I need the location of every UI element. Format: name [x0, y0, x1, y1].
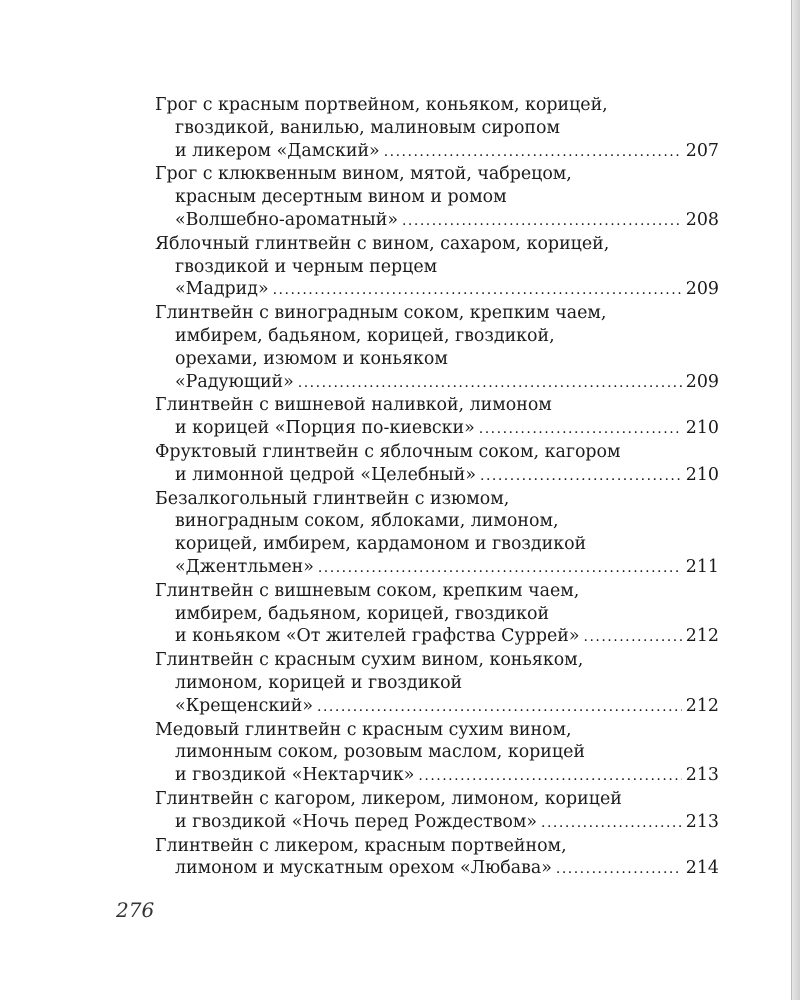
dot-leader	[317, 696, 682, 719]
toc-entry-title-line: Глинтвейн с кагором, ликером, лимоном, корицей	[155, 788, 622, 809]
toc-entry-last-line	[155, 625, 719, 649]
toc-entry-title-line: и коньяком «От жителей графства Суррей»	[175, 626, 580, 647]
toc-entry-title-line: гвоздикой, ванилью, малиновым сиропом	[175, 117, 560, 138]
toc-entry-title-line: Глинтвейн с вишневым соком, крепким чаем,	[155, 580, 580, 601]
dot-leader	[402, 210, 682, 233]
toc-entry-page: 209	[685, 371, 719, 392]
toc-entry-page: 212	[685, 626, 719, 647]
toc-entry-last-line	[155, 764, 719, 788]
toc-entry-title-line: Фруктовый глинтвейн с яблочным соком, кагором	[155, 441, 621, 462]
toc-entry-last-line	[155, 811, 719, 835]
toc-entry-last-line	[155, 464, 719, 488]
dot-leader	[541, 812, 682, 835]
page-number: 276	[116, 898, 155, 922]
toc-entry-title-line: виноградным соком, яблоками, лимоном,	[175, 511, 559, 532]
toc-entry-page: 214	[685, 858, 719, 879]
toc-entry-last-line	[155, 371, 719, 395]
toc-entry-title-line: имбирем, бадьяном, корицей, гвоздикой	[175, 603, 550, 624]
toc-entry-page: 212	[685, 695, 719, 716]
page-edge	[791, 0, 800, 1000]
toc-entry-title-line: Глинтвейн с виноградным соком, крепким чаем,	[155, 303, 607, 324]
toc-entry-title-line: Яблочный глинтвейн с вином, сахаром, корицей,	[155, 233, 610, 254]
toc-entry[interactable]	[155, 163, 719, 232]
toc-entry-title-line: Глинтвейн с вишневой наливкой, лимоном	[155, 395, 552, 416]
toc-entry[interactable]	[155, 94, 719, 163]
toc-entry[interactable]	[155, 441, 719, 488]
toc-entry-title-line: «Мадрид»	[175, 279, 269, 300]
toc-entry-page: 208	[685, 209, 719, 230]
dot-leader	[384, 141, 682, 164]
toc-entry[interactable]	[155, 394, 719, 441]
dot-leader	[318, 557, 682, 580]
toc-entry-title-line: Медовый глинтвейн с красным сухим вином,	[155, 719, 572, 740]
toc-entry-last-line	[155, 695, 719, 719]
toc-entry-page: 213	[685, 765, 719, 786]
toc-entry-page: 211	[685, 556, 719, 577]
toc-entry-title-line: лимоном, корицей и гвоздикой	[175, 672, 463, 693]
toc-entry-title-line: и гвоздикой «Ночь перед Рождеством»	[175, 811, 538, 832]
toc-entry[interactable]	[155, 788, 719, 835]
toc-entry-page: 210	[685, 464, 719, 485]
toc-entry[interactable]	[155, 719, 719, 788]
toc-entry-page: 209	[685, 279, 719, 300]
toc-entry-title-line: Грог с красным портвейном, коньяком, корицей,	[155, 95, 608, 115]
toc-entry-title-line: красным десертным вином и ромом	[175, 187, 507, 208]
toc-entry-title-line: имбирем, бадьяном, корицей, гвоздикой,	[175, 325, 555, 346]
toc-entry-title-line: «Джентльмен»	[175, 556, 314, 577]
toc-entry-title-line: Грог с клюквенным вином, мятой, чабрецом,	[155, 164, 572, 185]
table-of-contents	[155, 94, 719, 881]
dot-leader	[479, 418, 682, 441]
dot-leader	[298, 372, 682, 395]
dot-leader	[273, 279, 682, 302]
toc-entry-title-line: корицей, имбирем, кардамоном и гвоздикой	[175, 534, 587, 555]
toc-entry-page: 213	[685, 811, 719, 832]
toc-entry[interactable]	[155, 488, 719, 580]
toc-entry-title-line: «Радующий»	[175, 371, 294, 392]
toc-entry-title-line: лимоном и мускатным орехом «Любава»	[175, 858, 552, 879]
toc-entry[interactable]	[155, 649, 719, 718]
toc-entry-title-line: Глинтвейн с красным сухим вином, коньяком,	[155, 650, 584, 671]
toc-entry[interactable]	[155, 233, 719, 302]
toc-entry-title-line: «Крещенский»	[175, 695, 314, 716]
toc-entry-title-line: и гвоздикой «Нектарчик»	[175, 765, 415, 786]
dot-leader	[556, 858, 682, 881]
toc-entry-last-line	[155, 857, 719, 881]
toc-entry-title-line: и ликером «Дамский»	[175, 140, 380, 161]
toc-entry[interactable]	[155, 835, 719, 882]
toc-entry-last-line	[155, 140, 719, 164]
toc-entry-title-line: Глинтвейн с ликером, красным портвейном,	[155, 835, 567, 856]
toc-entry-title-line: Безалкогольный глинтвейн с изюмом,	[155, 488, 510, 509]
dot-leader	[480, 465, 682, 488]
toc-entry-title-line: и корицей «Порция по-киевски»	[175, 418, 475, 439]
toc-entry[interactable]	[155, 580, 719, 649]
toc-entry-title-line: гвоздикой и черным перцем	[175, 256, 438, 277]
dot-leader	[584, 626, 682, 649]
toc-entry-page: 210	[685, 418, 719, 439]
toc-entry-title-line: орехами, изюмом и коньяком	[175, 348, 448, 369]
toc-entry-page: 207	[685, 140, 719, 161]
toc-entry-last-line	[155, 417, 719, 441]
toc-entry-last-line	[155, 556, 719, 580]
toc-entry-title-line: «Волшебно-ароматный»	[175, 209, 398, 230]
toc-entry-last-line	[155, 278, 719, 302]
toc-entry-last-line	[155, 209, 719, 233]
toc-entry-title-line: лимонным соком, розовым маслом, корицей	[175, 742, 585, 763]
toc-entry[interactable]	[155, 302, 719, 394]
toc-entry-title-line: и лимонной цедрой «Целебный»	[175, 464, 476, 485]
dot-leader	[418, 765, 681, 788]
